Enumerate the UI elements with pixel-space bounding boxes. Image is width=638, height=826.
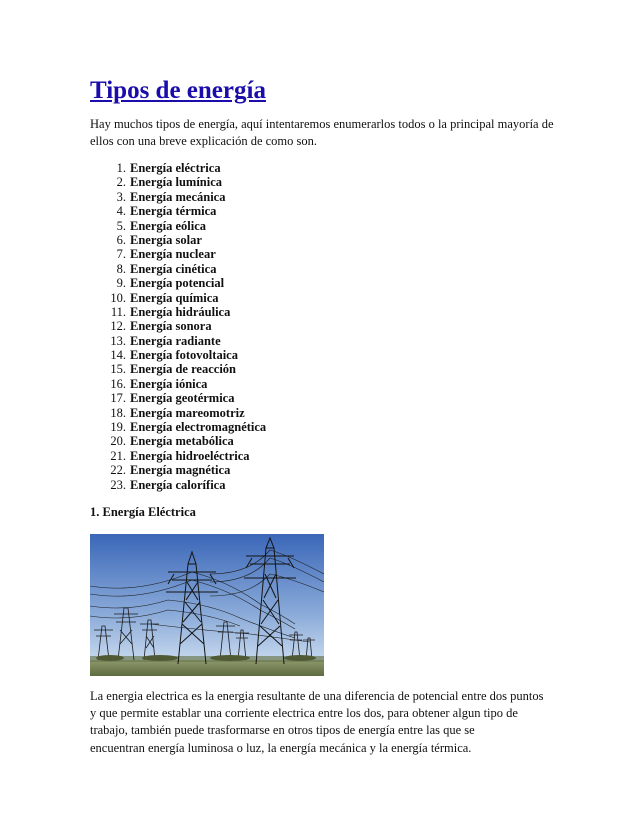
list-item-label: Energía eólica	[130, 218, 207, 233]
list-item-label: Energía solar	[130, 232, 202, 247]
list-item-label: Energía sonora	[130, 319, 212, 334]
body-line-3: trabajo, también puede trasformarse en otros tipos de energía entre las que se	[90, 723, 475, 738]
list-item-number: 23.	[110, 477, 126, 492]
intro-paragraph: Hay muchos tipos de energía, aquí intentaremos enumerarlos todos o la principal mayoría de ellos con una breve explicación de como son.	[90, 117, 554, 148]
energy-types-list	[90, 161, 266, 492]
list-item-label: Energía cinética	[130, 261, 217, 276]
list-item	[90, 334, 266, 348]
list-item-number: 12.	[110, 319, 126, 334]
list-item-number: 21.	[110, 448, 126, 463]
list-item	[90, 175, 266, 189]
list-item-label: Energía eléctrica	[130, 161, 221, 175]
body-paragraph	[90, 688, 560, 757]
list-item	[90, 449, 266, 463]
body-line-1: La energia electrica es la energia resultante de una diferencia de potencial entre dos puntos	[90, 689, 544, 703]
list-item-number: 17.	[110, 391, 126, 406]
section-heading: 1. Energía Eléctrica	[90, 505, 196, 519]
list-item-number: 11.	[110, 304, 126, 319]
list-item-label: Energía radiante	[130, 333, 221, 348]
list-item-number: 8.	[116, 261, 126, 276]
list-item-number: 3.	[116, 189, 126, 204]
list-item	[90, 262, 266, 276]
list-item-label: Energía electromagnética	[130, 420, 267, 435]
list-item-label: Energía metabólica	[130, 434, 234, 449]
list-item-label: Energía magnética	[130, 463, 231, 478]
list-item-label: Energía lumínica	[130, 175, 223, 190]
list-item	[90, 362, 266, 376]
list-item-number: 2.	[116, 175, 126, 190]
list-item	[90, 247, 266, 261]
list-item-label: Energía química	[130, 290, 219, 305]
list-item-number: 22.	[110, 463, 126, 478]
list-item-label: Energía mecánica	[130, 189, 226, 204]
list-item-label: Energía iónica	[130, 376, 208, 391]
page-title-link[interactable]: Tipos de energía	[90, 77, 266, 104]
list-item	[90, 190, 266, 204]
list-item-number: 10.	[110, 290, 126, 305]
list-item	[90, 161, 266, 175]
list-item-label: Energía mareomotriz	[130, 405, 245, 420]
list-item-label: Energía de reacción	[130, 362, 236, 377]
list-item-number: 5.	[116, 218, 126, 233]
sky-background	[90, 534, 324, 676]
list-item-number: 4.	[116, 204, 126, 219]
list-item-number: 16.	[110, 376, 126, 391]
list-item-number: 18.	[110, 405, 126, 420]
list-item-number: 6.	[116, 232, 126, 247]
list-item	[90, 233, 266, 247]
list-item	[90, 377, 266, 391]
list-item-number: 19.	[110, 420, 126, 435]
list-item	[90, 348, 266, 362]
list-item-number: 14.	[110, 348, 126, 363]
list-item	[90, 478, 266, 492]
list-item	[90, 420, 266, 434]
list-item	[90, 276, 266, 290]
list-item-number: 9.	[116, 276, 126, 291]
list-item-label: Energía térmica	[130, 204, 217, 219]
list-item	[90, 391, 266, 405]
list-item	[90, 406, 266, 420]
body-line-4: encuentran energía luminosa o luz, la energía mecánica y la energía térmica.	[90, 740, 472, 755]
list-item-label: Energía potencial	[130, 276, 225, 291]
list-item-label: Energía hidroeléctrica	[130, 448, 250, 463]
list-item	[90, 434, 266, 448]
power-towers-image	[90, 534, 324, 676]
list-item	[90, 219, 266, 233]
list-item-number: 13.	[110, 333, 126, 348]
list-item	[90, 463, 266, 477]
list-item-number: 20.	[110, 434, 126, 449]
list-item-label: Energía nuclear	[130, 247, 216, 262]
list-item-label: Energía hidráulica	[130, 304, 231, 319]
list-item-label: Energía fotovoltaica	[130, 348, 238, 363]
list-item	[90, 291, 266, 305]
list-item-number: 1.	[116, 161, 126, 175]
body-line-2: y que permite establar una corriente electrica entre los dos, para obtener algun tipo de	[90, 706, 518, 721]
list-item	[90, 305, 266, 319]
list-item-number: 7.	[116, 247, 126, 262]
list-item	[90, 204, 266, 218]
ground-strip	[90, 660, 324, 676]
list-item-number: 15.	[110, 362, 126, 377]
list-item	[90, 319, 266, 333]
list-item-label: Energía geotérmica	[130, 391, 235, 406]
list-item-label: Energía calorífica	[130, 477, 226, 492]
